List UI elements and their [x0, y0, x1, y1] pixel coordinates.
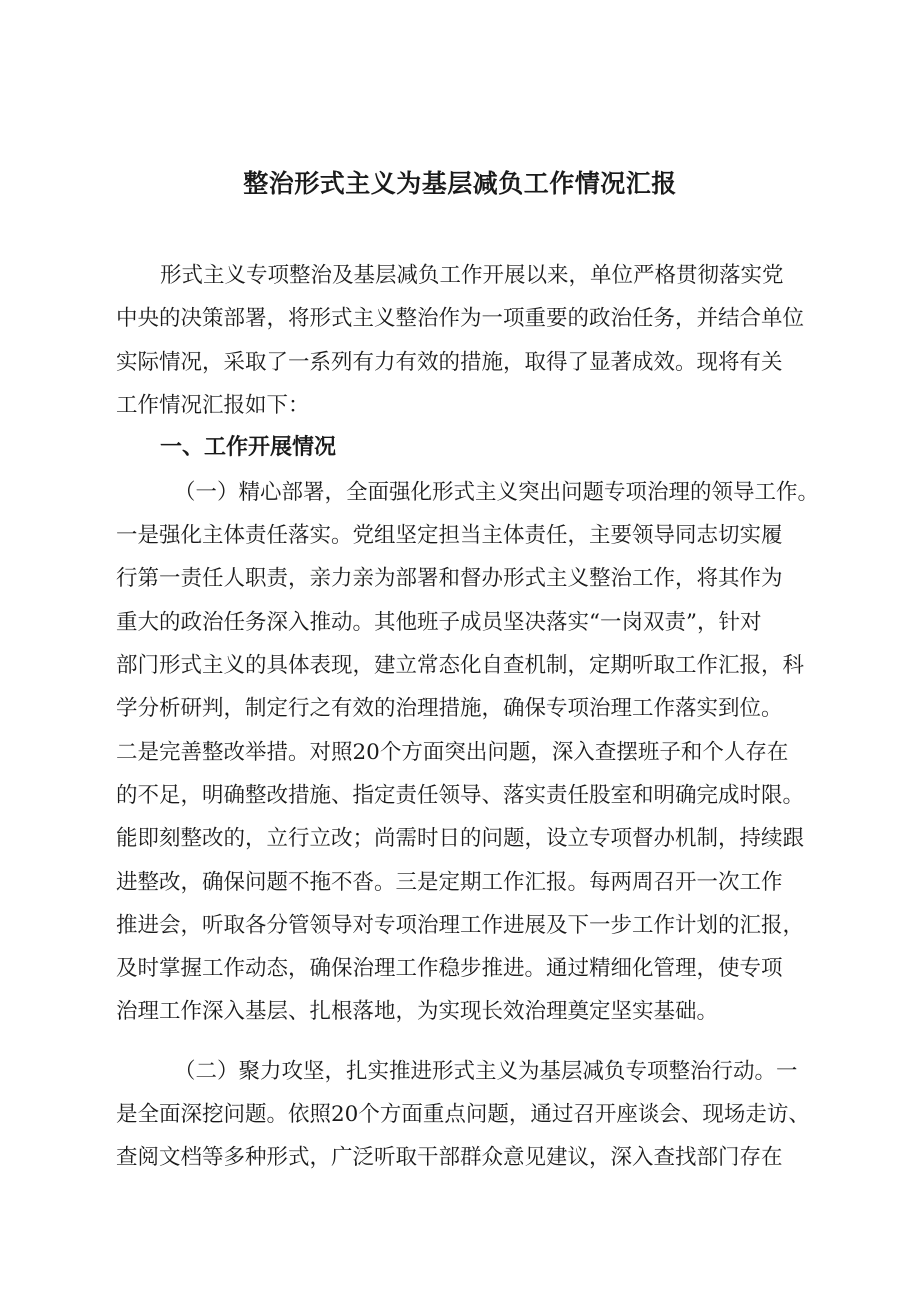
- intro-line-2: 中央的决策部署，将形式主义整治作为一项重要的政治任务，并结合单位: [116, 306, 805, 331]
- para2-line-2: 是全面深挖问题。依照20个方面重点问题，通过召开座谈会、现场走访、: [116, 1102, 810, 1127]
- para1-line-6: 学分析研判，制定行之有效的治理措施，确保专项治理工作落实到位。: [116, 696, 783, 721]
- para1-line-2: 一是强化主体责任落实。党组坚定担当主体责任，主要领导同志切实履: [116, 523, 783, 548]
- para1-line-3: 行第一责任人职责，亲力亲为部署和督办形式主义整治工作，将其作为: [116, 566, 783, 591]
- para1-line-1: （一）精心部署，全面强化形式主义突出问题专项治理的领导工作。: [174, 480, 820, 505]
- intro-line-3: 实际情况，采取了一系列有力有效的措施，取得了显著成效。现将有关: [116, 350, 783, 375]
- para1-line-12: 及时掌握工作动态，确保治理工作稳步推进。通过精细化管理，使专项: [116, 956, 783, 981]
- para2-line-3: 查阅文档等多种形式，广泛听取干部群众意见建议，深入查找部门存在: [116, 1145, 783, 1170]
- para1-line-5: 部门形式主义的具体表现，建立常态化自查机制，定期听取工作汇报，科: [116, 653, 805, 678]
- para1-line-13: 治理工作深入基层、扎根落地，为实现长效治理奠定坚实基础。: [116, 999, 719, 1024]
- section-heading: 一、工作开展情况: [160, 435, 337, 460]
- para1-line-4: 重大的政治任务深入推动。其他班子成员坚决落实“一岗双责”，针对: [116, 610, 762, 635]
- intro-line-4: 工作情况汇报如下：: [116, 393, 310, 418]
- para2-line-1: （二）聚力攻坚，扎实推进形式主义为基层减负专项整治行动。一: [174, 1059, 798, 1084]
- para1-line-8: 的不足，明确整改措施、指定责任领导、落实责任股室和明确完成时限。: [116, 783, 805, 808]
- para1-line-9: 能即刻整改的，立行立改；尚需时日的问题，设立专项督办机制，持续跟: [116, 826, 805, 851]
- para1-line-11: 推进会，听取各分管领导对专项治理工作进展及下一步工作计划的汇报，: [116, 913, 805, 938]
- para1-line-10: 进整改，确保问题不拖不沓。三是定期工作汇报。每两周召开一次工作: [116, 870, 783, 895]
- document-title: 整治形式主义为基层减负工作情况汇报: [243, 169, 677, 198]
- intro-line-1: 形式主义专项整治及基层减负工作开展以来，单位严格贯彻落实党: [160, 263, 784, 288]
- para1-line-7: 二是完善整改举措。对照20个方面突出问题，深入查摆班子和个人存在: [116, 740, 789, 765]
